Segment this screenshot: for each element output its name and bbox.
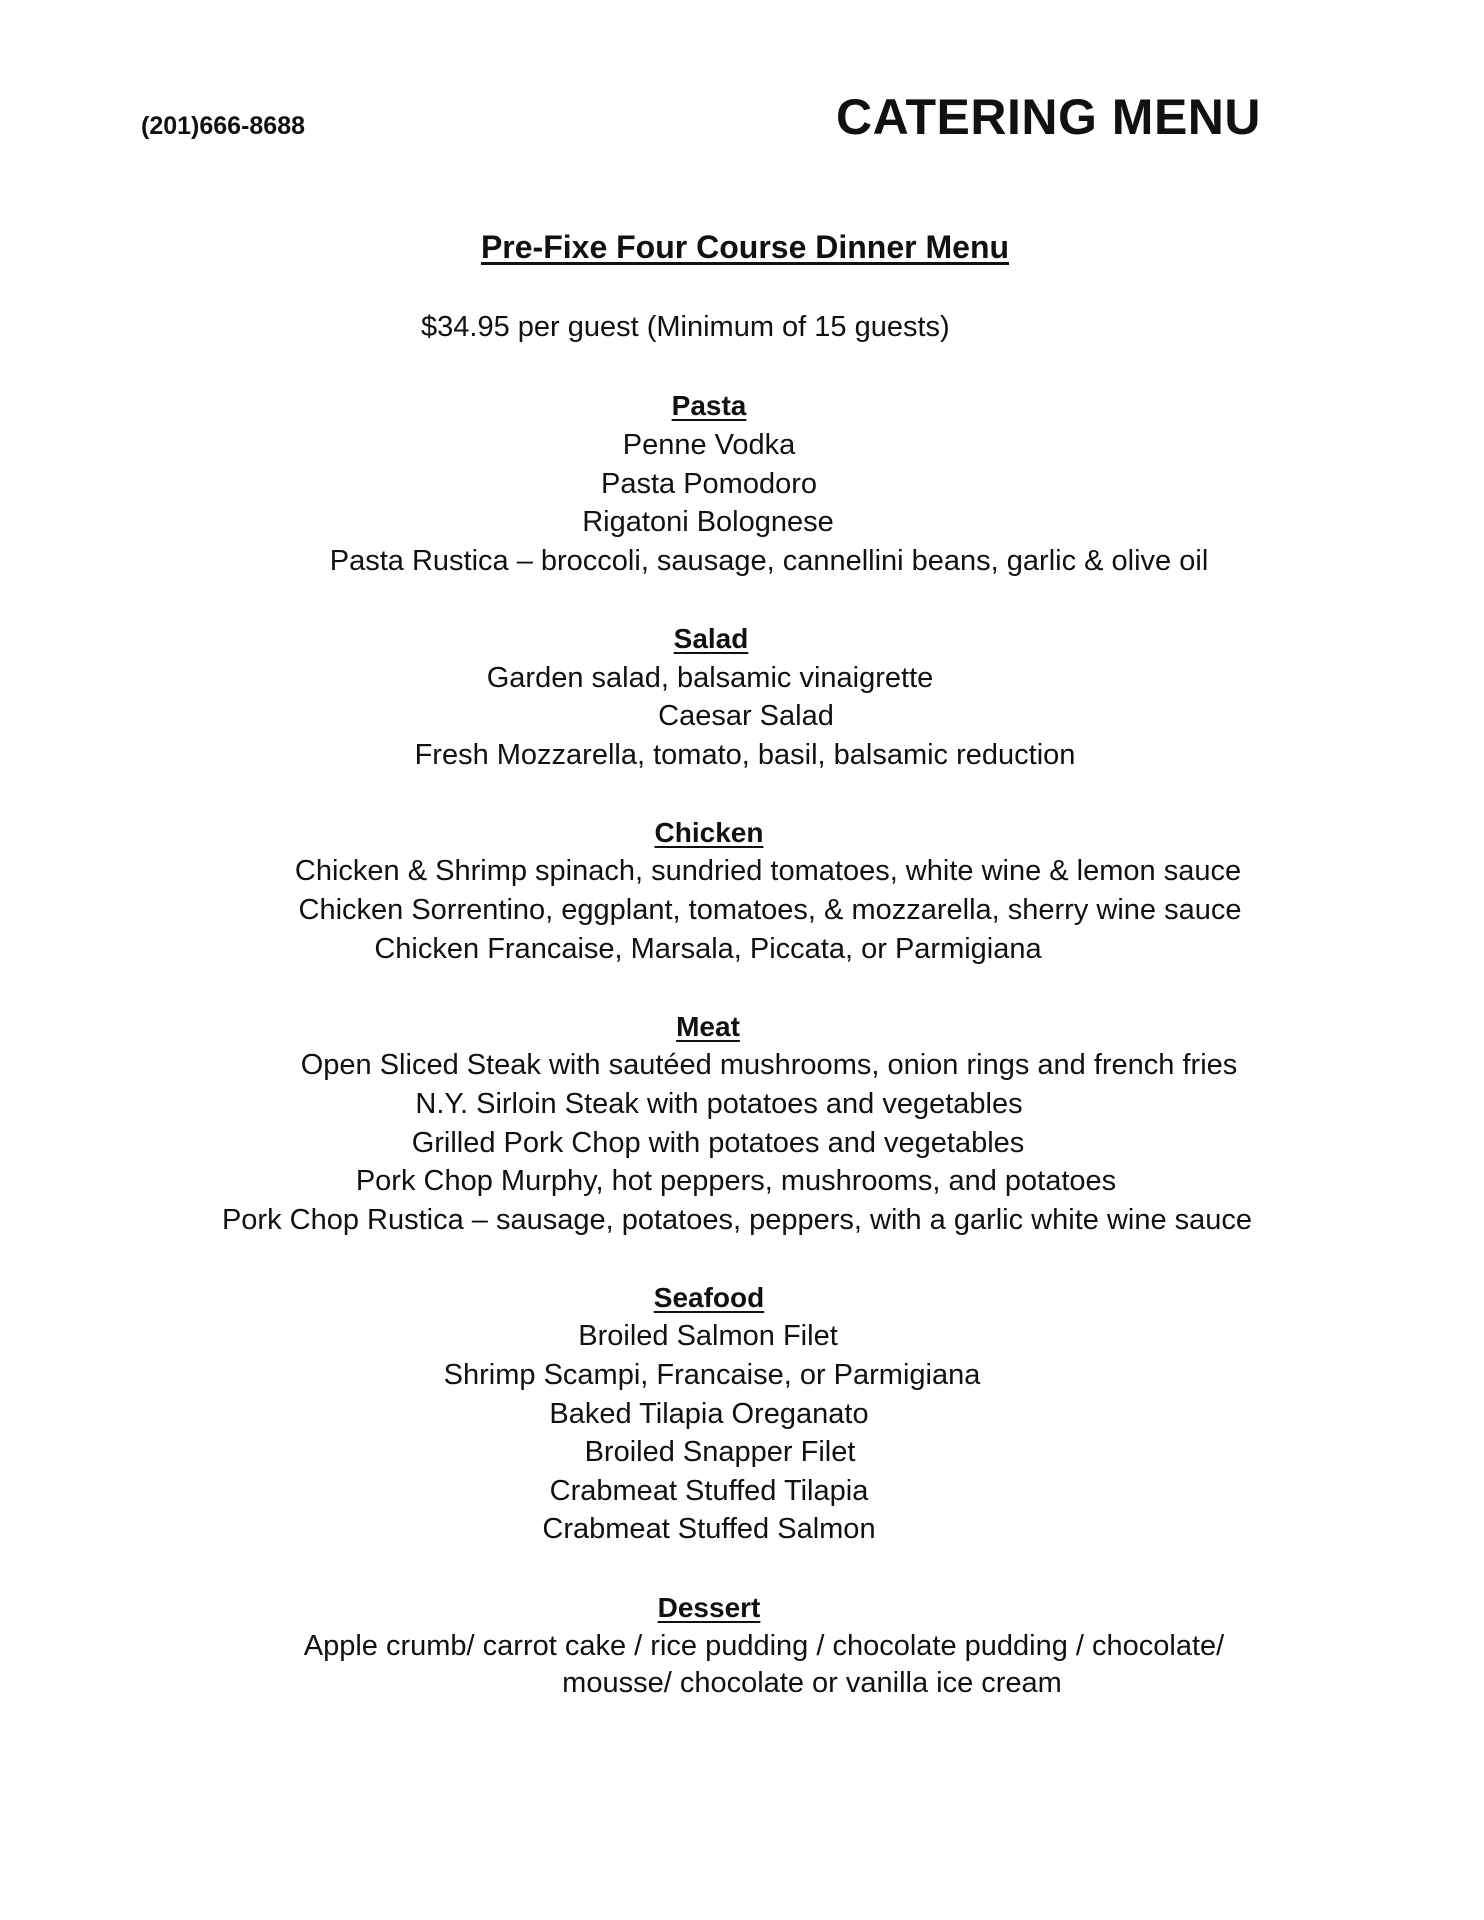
- menu-item: Crabmeat Stuffed Salmon: [542, 1513, 876, 1545]
- price-line: $34.95 per guest (Minimum of 15 guests): [421, 311, 950, 343]
- menu-item: Penne Vodka: [622, 429, 796, 461]
- phone-number: (201)666-8688: [141, 112, 306, 140]
- menu-item: Pasta Pomodoro: [600, 468, 818, 500]
- menu-item: Chicken & Shrimp spinach, sundried tomatoes, white wine & lemon sauce: [294, 855, 1242, 887]
- section-heading-pasta: Pasta: [671, 390, 747, 421]
- menu-item: Pork Chop Murphy, hot peppers, mushrooms, and potatoes: [355, 1165, 1117, 1197]
- menu-item: Apple crumb/ carrot cake / rice pudding / chocolate pudding / chocolate/: [303, 1630, 1225, 1662]
- menu-item: Shrimp Scampi, Francaise, or Parmigiana: [443, 1359, 981, 1391]
- section-heading-seafood: Seafood: [653, 1282, 765, 1313]
- section-heading-chicken: Chicken: [654, 817, 764, 848]
- menu-item: Broiled Salmon Filet: [578, 1320, 838, 1352]
- menu-item: Crabmeat Stuffed Tilapia: [549, 1475, 869, 1507]
- menu-item: Pasta Rustica – broccoli, sausage, cannellini beans, garlic & olive oil: [329, 545, 1209, 577]
- section-heading-dessert: Dessert: [657, 1592, 761, 1623]
- menu-item: Rigatoni Bolognese: [582, 506, 834, 538]
- menu-item: Broiled Snapper Filet: [584, 1436, 856, 1468]
- menu-item: Chicken Sorrentino, eggplant, tomatoes, & mozzarella, sherry wine sauce: [298, 894, 1242, 926]
- menu-item: Grilled Pork Chop with potatoes and vegetables: [411, 1127, 1025, 1159]
- page-title: CATERING MENU: [836, 89, 1262, 145]
- menu-item: Garden salad, balsamic vinaigrette: [486, 662, 934, 694]
- menu-item: Chicken Francaise, Marsala, Piccata, or Parmigiana: [374, 933, 1042, 965]
- menu-item: Pork Chop Rustica – sausage, potatoes, peppers, with a garlic white wine sauce: [221, 1204, 1253, 1236]
- menu-item: Caesar Salad: [658, 700, 834, 732]
- menu-subtitle: [0, 229, 1484, 266]
- menu-item: Baked Tilapia Oreganato: [549, 1398, 869, 1430]
- section-heading-salad: Salad: [673, 623, 749, 654]
- menu-item: Open Sliced Steak with sautéed mushrooms, onion rings and french fries: [300, 1049, 1238, 1081]
- menu-subtitle-text: Pre-Fixe Four Course Dinner Menu: [480, 229, 1010, 265]
- section-heading-meat: Meat: [676, 1011, 740, 1042]
- menu-item: N.Y. Sirloin Steak with potatoes and vegetables: [415, 1088, 1023, 1120]
- menu-item: Fresh Mozzarella, tomato, basil, balsamic reduction: [414, 739, 1076, 771]
- menu-item: mousse/ chocolate or vanilla ice cream: [562, 1667, 1062, 1699]
